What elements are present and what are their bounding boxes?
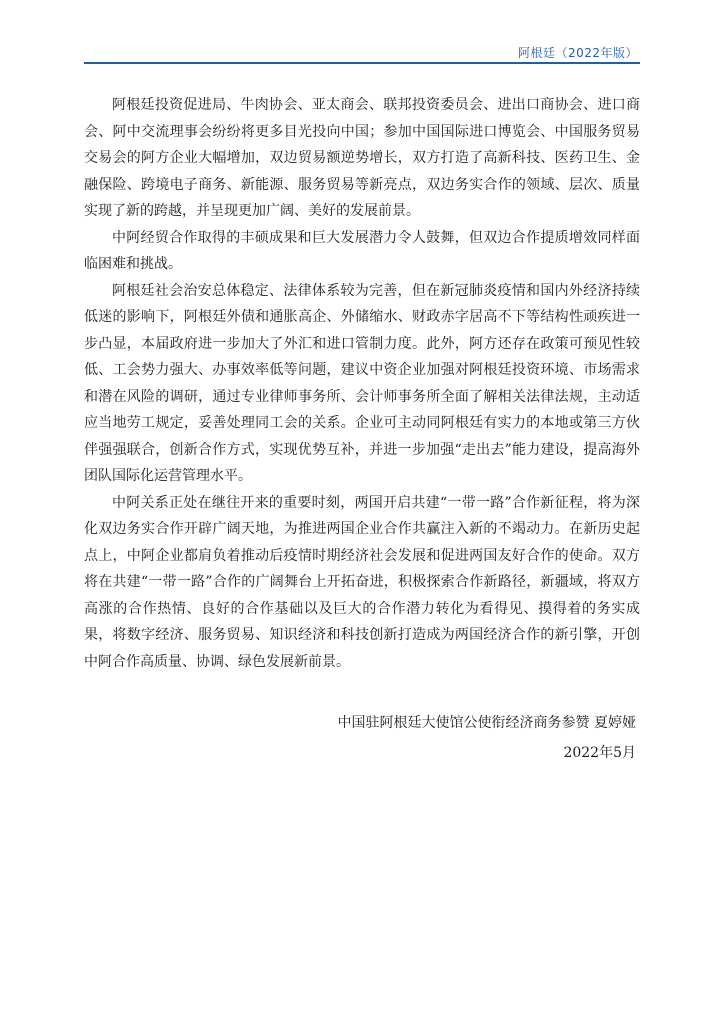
paragraph-1: 阿根廷投资促进局、牛肉协会、亚太商会、联邦投资委员会、进出口商协会、进口商会、阿中交流理事会纷纷将更多目光投向中国；参加中国国际进口博览会、中国服务贸易交易会的阿方企业大幅增加，双边贸易额逆势增长，双方打造了高新科技、医药卫生、金融保险、跨境电子商务、新能源、服务贸易等新亮点，双边务实合作的领域、层次、质量实现了新的跨越，并呈现更加广阔、美好的发展前景。	[84, 97, 640, 219]
paragraph-4: 中阿关系正处在继往开来的重要时刻，两国开启共建“一带一路”合作新征程，将为深化双边务实合作开辟广阔天地，为推进两国企业合作共赢注入新的不竭动力。在新历史起点上，中阿企业都肩负着推动后疫情时期经济社会发展和促进两国友好合作的使命。双方将在共建“一带一路”合作的广阔舞台上开拓奋进，积极探索合作新路径，新疆域，将双方高涨的合作热情、良好的合作基础以及巨大的合作潜力转化为看得见、摸得着的务实成果，将数字经济、服务贸易、知识经济和科技创新打造成为两国经济合作的新引擎，开创中阿合作高质量、协调、绿色发展新前景。	[84, 494, 640, 670]
signature-date: 2022年5月	[563, 745, 636, 761]
page-header	[84, 40, 640, 64]
header-divider	[84, 62, 640, 64]
running-header-title: 阿根廷（2022年版）	[517, 46, 638, 60]
signature-block	[84, 708, 636, 768]
paragraph-2: 中阿经贸合作取得的丰硕成果和巨大发展潜力令人鼓舞，但双边合作提质增效同样面临困难和挑战。	[84, 229, 640, 272]
document-body	[84, 92, 640, 675]
paragraph-3: 阿根廷社会治安总体稳定、法律体系较为完善，但在新冠肺炎疫情和国内外经济持续低迷的影响下，阿根廷外债和通胀高企、外储缩水、财政赤字居高不下等结构性顽疾进一步凸显，本届政府进一步加大了外汇和进口管制力度。此外，阿方还存在政策可预见性较低、工会势力强大、办事效率低等问题，建议中资企业加强对阿根廷投资环境、市场需求和潜在风险的调研，通过专业律师事务所、会计师事务所全面了解相关法律法规，主动适应当地劳工规定，妥善处理同工会的关系。企业可主动同阿根廷有实力的本地或第三方伙伴强强联合，创新合作方式，实现优势互补，并进一步加强“走出去”能力建设，提高海外团队国际化运营管理水平。	[84, 282, 640, 484]
signature-author: 中国驻阿根廷大使馆公使衔经济商务参赞 夏婷娅	[337, 715, 636, 731]
